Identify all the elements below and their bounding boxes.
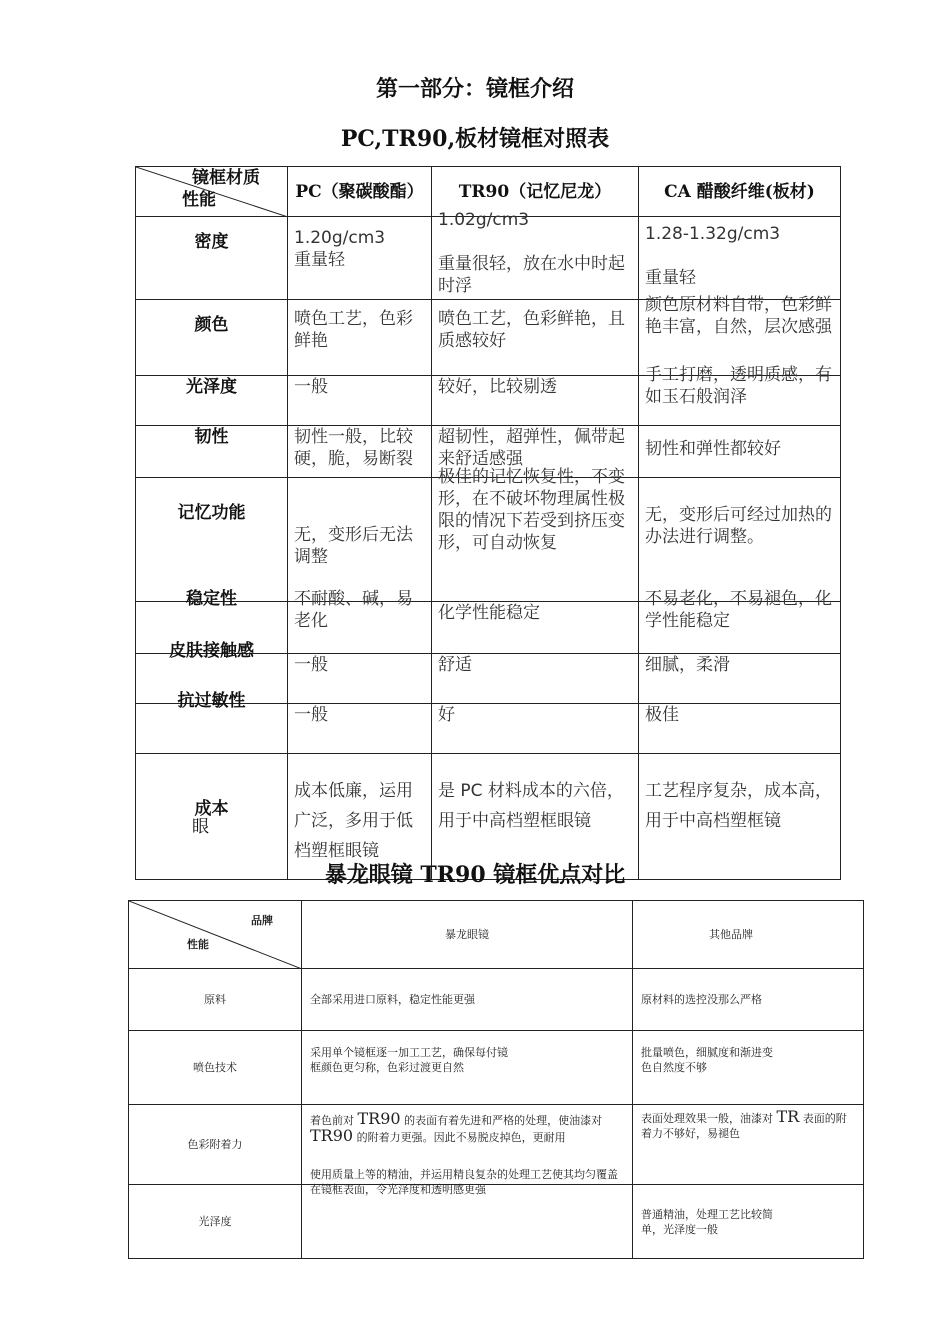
cell-pc-text: 不耐酸、碱，易老化 [294, 589, 413, 631]
cell-pc: 无，变形后无法调整 [288, 478, 432, 602]
column-header-tr90: TR90（记忆尼龙） [432, 167, 639, 217]
row-label-text: 稳定性 [186, 589, 237, 609]
cell-ca-text: 不易老化，不易褪色，化学性能稳定 [645, 589, 832, 631]
cell-pc: 成本低廉，运用广泛，多用于低档塑框眼镜 [288, 754, 432, 880]
cell-pc: 韧性一般，比较硬，脆，易断裂 [288, 426, 432, 478]
cell-tr90: 舒适 [432, 654, 639, 704]
cell-tr90: 较好，比较剔透 [432, 376, 639, 426]
cell-ca: 1.28-1.32g/cm3 重量轻 [639, 217, 841, 300]
corner-bottom-label: 性能 [187, 938, 209, 951]
cell-ca: 工艺程序复杂，成本高，用于中高档塑框镜 [639, 754, 841, 880]
row-label: 色彩附着力 [129, 1105, 302, 1185]
brand-comparison-table [128, 900, 864, 1259]
row-label: 韧性 [136, 426, 288, 478]
cell-tr90: 好 [432, 704, 639, 754]
cell-others: 普通精油，处理工艺比较简单，光泽度一般 [633, 1185, 864, 1259]
row-label [136, 691, 288, 754]
cell-others: 原材料的选控没那么严格 [633, 969, 864, 1031]
table1-title: PC,TR90,板材镜框对照表 [340, 126, 610, 152]
row-label: 颜色 [136, 300, 288, 376]
column-header-ca: CA 醋酸纤维(板材) [639, 167, 841, 217]
row-label-text: 成本 [194, 799, 229, 819]
material-comparison-table [135, 166, 841, 880]
row-label: 密度 [136, 217, 288, 300]
text-segment: TR90 [310, 1126, 354, 1145]
text-segment: 表面的附着力不够好，易褪色 [641, 1112, 847, 1140]
cell-pc: 一般 [288, 704, 432, 754]
cell-tr90 [432, 210, 639, 300]
cell-tr90-text: 1.02g/cm3 重量很轻，放在水中时起时浮 [438, 210, 625, 296]
cell-ca: 韧性和弹性都较好 [639, 426, 841, 478]
row-label: 光泽度 [136, 376, 288, 426]
cell-bolon-text: 使用质量上等的精油，并运用精良复杂的处理工艺使其均匀覆盖在镜框表面，令光泽度和透明感更强 [310, 1168, 618, 1196]
corner-top-label: 品牌 [251, 914, 273, 927]
text-segment: TR [776, 1107, 800, 1126]
cell-ca: 细腻，柔滑 [639, 654, 841, 704]
column-header-pc: PC（聚碳酸酯） [288, 167, 432, 217]
table1-corner-header [136, 167, 288, 217]
cell-tr90: 超韧性，超弹性，佩带起来舒适感强 [432, 426, 639, 478]
row-label-text: 抗过敏性 [177, 691, 246, 711]
cell-ca-text: 颜色原材料自带，色彩鲜艳丰富，自然，层次感强 [645, 295, 832, 337]
corner-bottom-label: 性能 [182, 190, 216, 210]
text-segment: 的表面有着先进和严格的处理，使油漆对 [404, 1114, 603, 1127]
cell-pc: 一般 [288, 654, 432, 704]
cell-tr90: 是 PC 材料成本的六倍，用于中高档塑框眼镜 [432, 754, 639, 880]
cell-others: 批量喷色，细腻度和渐进变色自然度不够 [633, 1031, 864, 1105]
text-segment: TR90 [357, 1109, 401, 1128]
table2-title: 暴龙眼镜 TR90 镜框优点对比 [324, 862, 626, 888]
row-label: 原料 [129, 969, 302, 1031]
column-header-others: 其他品牌 [633, 901, 864, 969]
cell-bolon: 全部采用进口原料，稳定性能更强 [302, 969, 633, 1031]
cell-pc [288, 589, 432, 654]
text-segment: 的附着力更强。因此不易脱皮掉色，更耐用 [356, 1131, 566, 1144]
cell-ca: 无，变形后可经过加热的办法进行调整。 [639, 478, 841, 602]
cell-ca-text: 手工打磨，透明质感，有如玉石般润泽 [645, 365, 832, 407]
row-label: 喷色技术 [129, 1031, 302, 1105]
cell-tr90: 喷色工艺，色彩鲜艳，且质感较好 [432, 300, 639, 376]
cell-tr90-text: 极佳的记忆恢复性，不变形，在不破坏物理属性极限的情况下若受到挤压变形，可自动恢复 [438, 467, 625, 553]
cell-pc: 1.20g/cm3 重量轻 [288, 217, 432, 300]
row-label: 记忆功能 [136, 478, 288, 602]
column-header-bolon: 暴龙眼镜 [302, 901, 633, 969]
cell-bolon: 采用单个镜框逐一加工工艺，确保每付镜框颜色更匀称，色彩过渡更自然 [302, 1031, 633, 1105]
cell-tr90 [432, 467, 639, 602]
row-label-extra: 眼 [192, 817, 209, 837]
row-label-text: 皮肤接触感 [169, 641, 254, 661]
row-label: 光泽度 [129, 1185, 302, 1259]
cell-pc: 一般 [288, 376, 432, 426]
table2-corner-header [129, 901, 302, 969]
cell-ca [639, 589, 841, 654]
text-segment: 着色前对 [310, 1114, 354, 1127]
cell-bolon [302, 1168, 633, 1259]
cell-others [633, 1105, 864, 1185]
cell-tr90: 化学性能稳定 [432, 602, 639, 654]
part-title: 第一部分：镜框介绍 [375, 76, 574, 102]
cell-ca [639, 365, 841, 426]
cell-pc: 喷色工艺，色彩鲜艳 [288, 300, 432, 376]
cell-ca: 极佳 [639, 704, 841, 754]
corner-top-label: 镜框材质 [192, 168, 260, 188]
text-segment: 表面处理效果一般，油漆对 [641, 1112, 773, 1125]
